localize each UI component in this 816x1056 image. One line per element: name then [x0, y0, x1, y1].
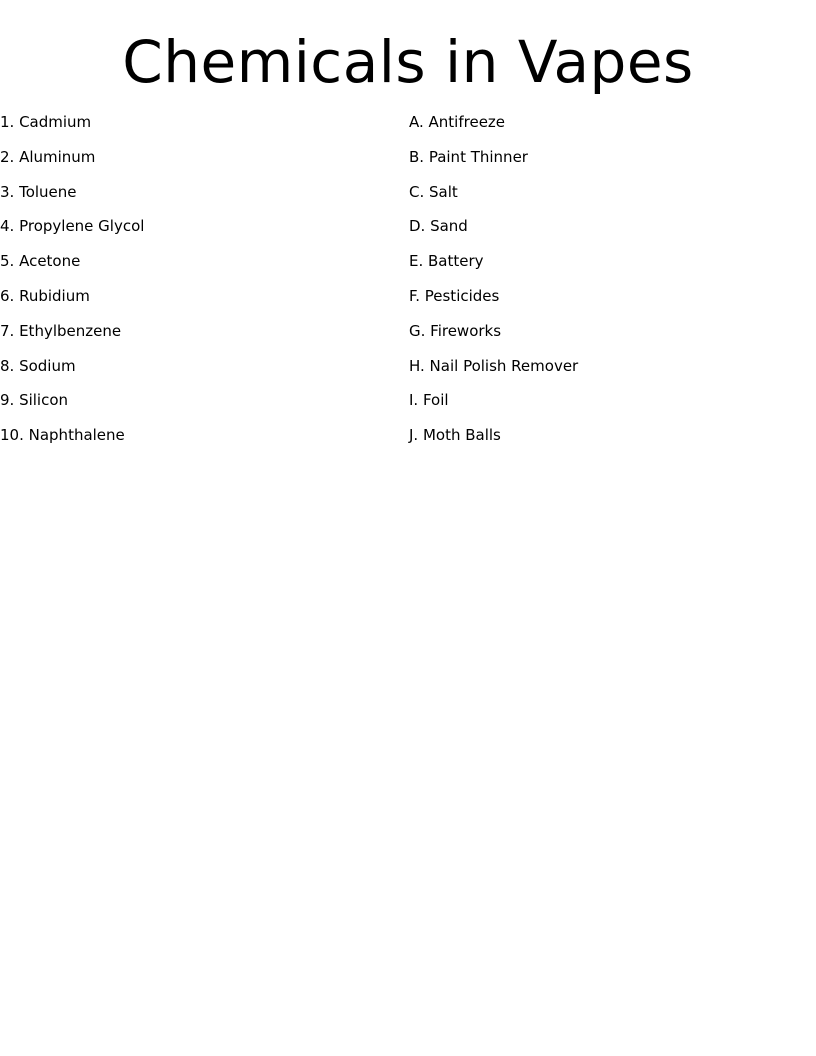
- product-item: I. Foil: [409, 391, 449, 410]
- product-item: E. Battery: [409, 252, 484, 271]
- chemical-item: 6. Rubidium: [0, 286, 90, 305]
- product-list: [409, 109, 578, 457]
- product-item: G. Fireworks: [409, 321, 502, 340]
- chemical-list: [0, 109, 144, 457]
- chemical-item: 1. Cadmium: [0, 113, 92, 131]
- chemical-item: 7. Ethylbenzene: [0, 321, 122, 340]
- product-item: F. Pesticides: [409, 286, 500, 305]
- product-item: J. Moth Balls: [409, 426, 501, 445]
- chemical-item: 10. Naphthalene: [0, 426, 125, 445]
- chemical-item: 2. Aluminum: [0, 147, 96, 166]
- product-item: B. Paint Thinner: [409, 147, 528, 166]
- chemical-item: 8. Sodium: [0, 356, 76, 375]
- product-item: A. Antifreeze: [409, 113, 506, 131]
- product-item: D. Sand: [409, 217, 468, 236]
- chemical-item: 3. Toluene: [0, 182, 77, 201]
- chemical-item: 9. Silicon: [0, 391, 69, 410]
- product-item: C. Salt: [409, 182, 458, 201]
- product-item: H. Nail Polish Remover: [409, 356, 579, 375]
- chemical-item: 5. Acetone: [0, 252, 81, 271]
- page-title: Chemicals in Vapes: [122, 28, 694, 96]
- chemical-item: 4. Propylene Glycol: [0, 217, 145, 236]
